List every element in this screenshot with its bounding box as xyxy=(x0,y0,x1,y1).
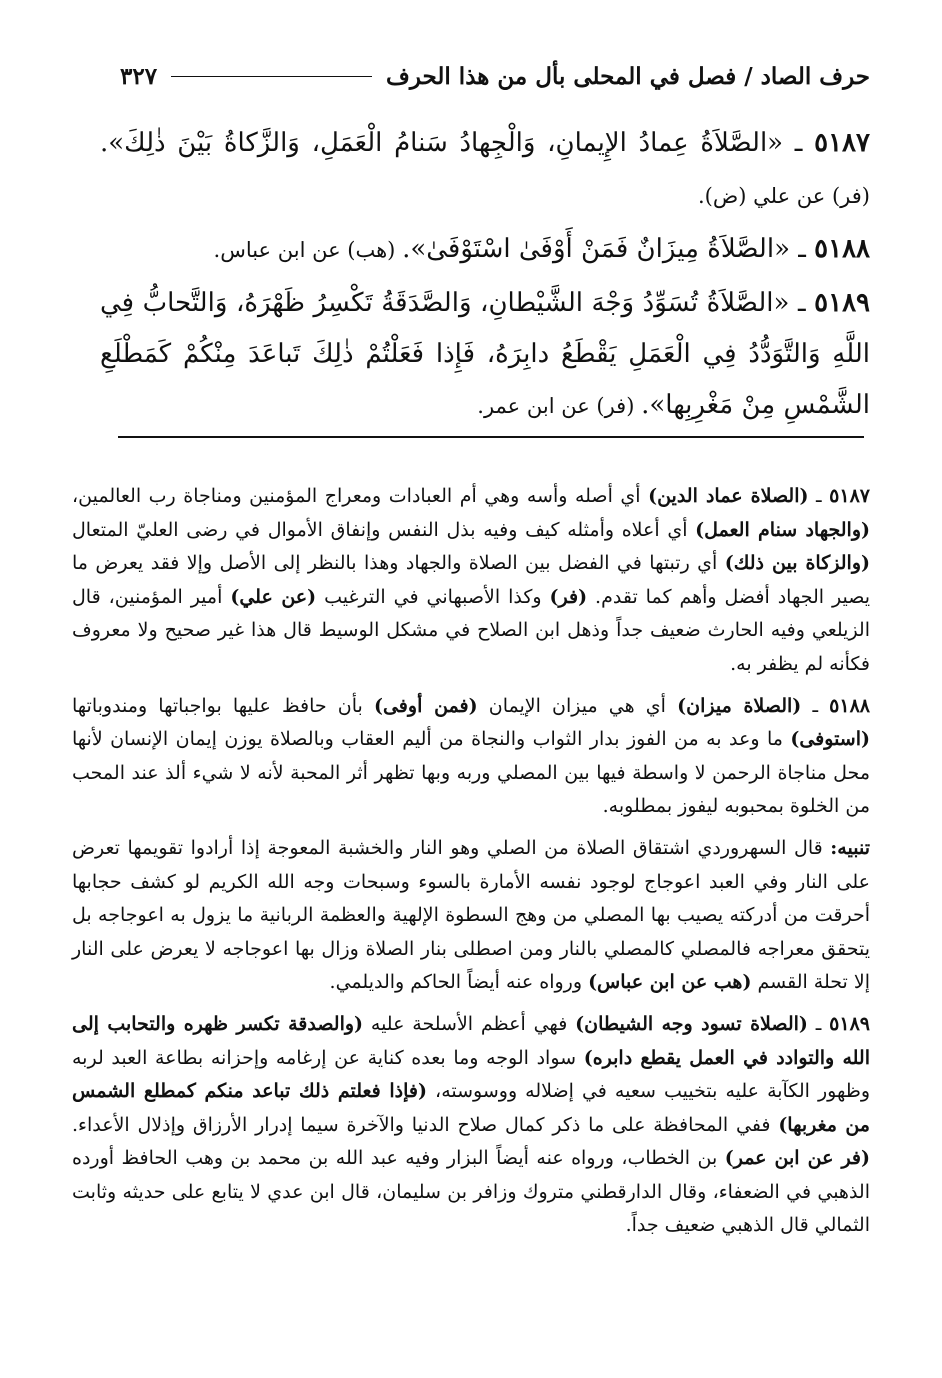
hadith-dash: ـ xyxy=(783,128,815,158)
hadith-text-section xyxy=(100,118,870,434)
hadith-entry xyxy=(100,224,870,276)
quoted-phrase: (فر عن ابن عمر) xyxy=(724,1147,870,1170)
commentary-text: بن الخطاب، ورواه عنه أيضاً البزار وفيه عبد الله بن محمد بن وهب الحافظ أورده الذهبي في الضعفاء، وقال الدارقطني متروك وزافر بن سليمان، قال ابن عدي لا يتابع على حديثه وثابت الثمالي قال الذهبي ضعيف جداً. xyxy=(72,1147,870,1237)
commentary-number: ٥١٨٩ xyxy=(829,1012,870,1035)
commentary-text: بأن حافظ عليها بواجباتها ومندوباتها xyxy=(72,694,374,717)
quoted-phrase: (عن علي) xyxy=(230,585,317,608)
hadith-number: ٥١٨٧ xyxy=(814,128,870,158)
quoted-phrase: (الصلاة ميزان) xyxy=(677,694,802,717)
quoted-phrase: (الصلاة عماد الدين) xyxy=(648,485,809,507)
commentary-text: سواد الوجه وما بعده كناية عن إرغامه وإحزانه بطاعة العبد لربه وظهور الكآبة عليه بتخييب سعيه في إضلاله ووسوسته، xyxy=(72,1046,870,1103)
hadith-entry xyxy=(100,278,870,432)
quoted-phrase: (والزكاة بين ذلك) xyxy=(724,552,870,575)
running-title: حرف الصاد / فصل في المحلى بأل من هذا الحرف xyxy=(386,62,870,90)
quoted-phrase: (استوفى) xyxy=(790,728,870,751)
commentary-text: أي رتبتها في الفضل بين الصلاة والجهاد وهذا بالنظر إلى الأصل وإلا فقد يعرض ما يصير الجهاد أفضل وأهم كما تقدم. xyxy=(72,552,870,608)
commentary-text: ما وعد به من الفوز بدار الثواب والنجاة من أليم العقاب وبالصلاة يوزن إيمان الإنسان لأنها محل مناجاة الرحمن لا واسطة فيها بين المصلي وربه وبها تظهر أثر المحبة لأنه لا شيء ألذ عند المحب من الخلوة بمحبوبه ليفوز بمطلوبه. xyxy=(72,728,870,818)
hadith-number: ٥١٨٨ xyxy=(814,234,870,264)
hadith-text: «الصَّلاَةُ عِمادُ الإِيمانِ، وَالْجِهادُ سَنامُ الْعَمَلِ، وَالزَّكاةُ بَيْنَ ذٰلِكَ». xyxy=(100,128,784,158)
commentary-text: أي أعلاه وأمثله كيف وفيه بذل النفس وإنفاق الأموال في رضى العليّ المتعال xyxy=(72,518,696,541)
commentary-text: فهي أعظم الأسلحة عليه xyxy=(363,1012,576,1035)
quoted-phrase: (والجهاد سنام العمل) xyxy=(695,518,870,541)
commentary-dash: ـ xyxy=(807,1012,830,1035)
commentary-paragraph-5187 xyxy=(72,480,870,682)
hadith-dash: ـ xyxy=(789,288,815,318)
commentary-text: وكذا الأصبهاني في الترغيب xyxy=(316,585,550,608)
hadith-source: (فر) عن ابن عمر. xyxy=(477,394,642,418)
hadith-dash: ـ xyxy=(789,234,815,264)
note-label: تنبيه: xyxy=(830,836,870,859)
quoted-phrase: (فر) xyxy=(549,585,588,608)
hadith-entry xyxy=(100,118,870,222)
quoted-phrase: (هب عن ابن عباس) xyxy=(588,971,752,994)
commentary-text: ففي المحافظة على ما ذكر كمال صلاح الدنيا والآخرة سيما إدرار الأرزاق وإذلال الأعداء. xyxy=(72,1113,779,1136)
page-header xyxy=(120,56,870,96)
commentary-text: أمير المؤمنين، قال الزيلعي وفيه الحارث ضعيف جداً وذهل ابن الصلاح في مشكل الوسيط قال هذا غير صحيح ولا معروف فكأنه لم يظفر به. xyxy=(72,585,870,675)
quoted-phrase: (فمن أوفى) xyxy=(373,694,478,717)
commentary-section xyxy=(72,480,870,1251)
header-rule xyxy=(171,76,372,77)
commentary-dash: ـ xyxy=(801,694,830,717)
tanbih-note xyxy=(72,832,870,1000)
commentary-text: قال السهروردي اشتقاق الصلاة من الصلي وهو النار والخشبة المعوجة إذا أرادوا تقويمها تعرض على النار وفي العبد اعوجاج لوجود نفسه الأمارة بالسوء وسبحات وجه الله الكريم لو كشف حجابها أحرقت من أدركته يصيب بها المصلي من وهج السطوة الإلهية والعظمة الربانية ما يزول به اعوجاجه بل يتحقق معراجه فالمصلي كالمصلي بالنار ومن اصطلى بنار الصلاة وزال بها اعوجاجه لا يعرض على النار إلا تحلة القسم xyxy=(72,836,870,994)
quoted-phrase: (الصلاة تسود وجه الشيطان) xyxy=(575,1012,808,1035)
hadith-source: (فر) عن علي (ض). xyxy=(698,184,870,208)
hadith-number: ٥١٨٩ xyxy=(814,288,870,318)
commentary-paragraph-5189 xyxy=(72,1008,870,1243)
hadith-source: (هب) عن ابن عباس. xyxy=(213,238,403,262)
commentary-paragraph-5188 xyxy=(72,690,870,824)
section-divider xyxy=(118,436,864,438)
commentary-text: أي أصله وأسه وهي أم العبادات ومعراج المؤمنين ومناجاة رب العالمين، xyxy=(72,485,649,507)
commentary-number: ٥١٨٧ xyxy=(829,485,870,507)
quoted-phrase: (فإذا فعلتم ذلك تباعد منكم كمطلع الشمس من مغربها) xyxy=(72,1080,870,1136)
hadith-text: «الصَّلاَةُ مِيزَانٌ فَمَنْ أَوْفَىٰ اسْتَوْفَىٰ». xyxy=(402,234,790,264)
commentary-number: ٥١٨٨ xyxy=(829,694,870,717)
page-number: ٣٢٧ xyxy=(120,62,158,90)
commentary-text: أي هي ميزان الإيمان xyxy=(477,694,678,717)
commentary-dash: ـ xyxy=(808,485,830,507)
hadith-text: «الصَّلاَةُ تُسَوِّدُ وَجْهَ الشَّيْطانِ، وَالصَّدَقَةُ تَكْسِرُ ظَهْرَهُ، وَالتَّحابُّ فِي اللَّهِ وَالتَّوَدُّدُ فِي الْعَمَلِ يَقْطَعُ دابِرَهُ، فَإِذا فَعَلْتُمْ ذٰلِكَ تَباعَدَ مِنْكُمْ كَمَطْلَعِ الشَّمْسِ مِنْ مَغْرِبِها». xyxy=(100,288,870,420)
commentary-text: ورواه عنه أيضاً الحاكم والديلمي. xyxy=(329,971,589,994)
quoted-phrase: (والصدقة تكسر ظهره والتحابب إلى الله والتوادد في العمل يقطع دابره) xyxy=(72,1012,870,1069)
